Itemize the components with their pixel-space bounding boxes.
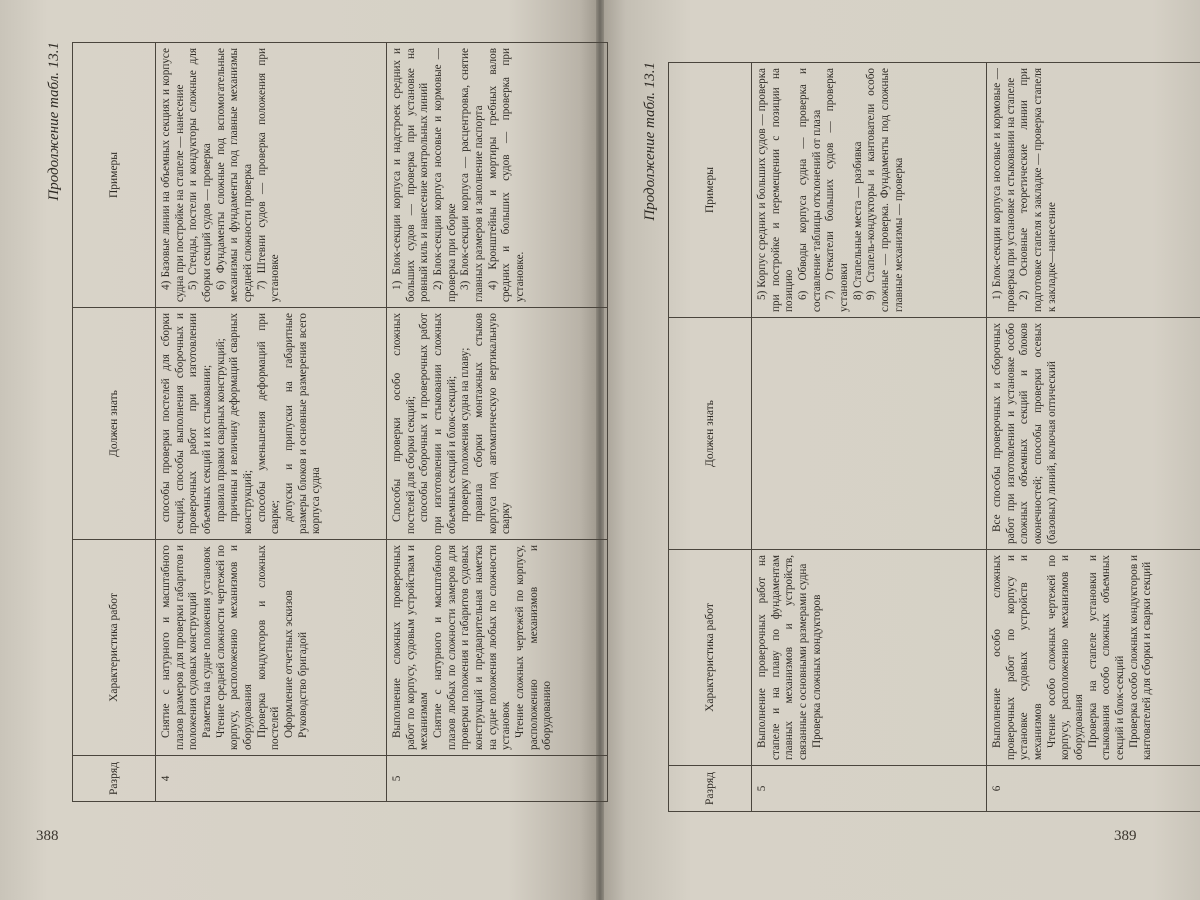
left-table-caption: Продолжение табл. 13.1 bbox=[46, 42, 62, 201]
cell-paragraph: Снятие с натурного и масштабного плазов размеров для проверки габаритов и положения судовых конструкций bbox=[160, 545, 200, 750]
cell-paragraph: 2) Основные теоретические линии при подготовке стапеля к закладке — проверка стапеля к закладке—нанесение bbox=[1018, 68, 1058, 312]
cell-paragraph: Чтение сложных чертежей по корпусу, расположению механизмов и оборудованию bbox=[513, 545, 554, 750]
table-header-row bbox=[73, 43, 156, 802]
left-page-content bbox=[42, 42, 608, 802]
left-page-number: 388 bbox=[36, 828, 59, 844]
grade-cell: 4 bbox=[156, 756, 387, 802]
cell-paragraph: Способы проверки особо сложных постелей для сборки секций; bbox=[391, 313, 417, 534]
cell-paragraph: Разметка на судне положения установок bbox=[200, 546, 213, 738]
cell-paragraph: Проверка сложных кондукторов bbox=[810, 594, 823, 748]
table-row bbox=[387, 43, 608, 802]
table-row bbox=[752, 63, 987, 812]
knowledge-cell bbox=[387, 308, 608, 540]
work-cell bbox=[752, 550, 987, 766]
cell-paragraph: правила правки сварных конструкций; bbox=[214, 338, 227, 522]
cell-paragraph: 8) Стапельные места — разбивка bbox=[851, 141, 864, 300]
cell-paragraph: Чтение особо сложных чертежей по корпусу, расположению механизмов и оборудования bbox=[1045, 555, 1085, 760]
cell-paragraph: 1) Блок-секции корпуса носовые и кормовые — проверка при установке и стыковании на стапеле bbox=[991, 68, 1017, 312]
work-cell bbox=[987, 550, 1200, 766]
knowledge-cell bbox=[156, 308, 387, 540]
cell-paragraph: 7) Штевни судов — проверка положения при установке bbox=[255, 48, 282, 302]
cell-paragraph: 1) Блок-секции корпуса и надстроек средних и больших судов — проверка при установке на ровный киль и нанесение контрольных линий bbox=[391, 48, 431, 302]
table-header-row bbox=[669, 63, 752, 812]
cell-paragraph: Проверка особо сложных кондукторов и кантователей для сборки и сварки секций bbox=[1127, 555, 1154, 760]
header-examples: Примеры bbox=[669, 63, 752, 318]
cell-paragraph: 3) Блок-секции корпуса — расцентровка, снятие главных размеров и заполнение паспорта bbox=[459, 48, 485, 302]
cell-paragraph: причины и величину деформаций сварных конструкций; bbox=[228, 313, 254, 534]
header-work: Характеристика работ bbox=[669, 550, 752, 766]
cell-paragraph: Оформление отчетных эскизов bbox=[282, 590, 295, 738]
cell-paragraph: 7) Отекатели больших судов — проверка установки bbox=[824, 68, 850, 312]
cell-paragraph: проверку положения судна на плаву; bbox=[459, 347, 472, 522]
work-cell bbox=[387, 540, 608, 756]
cell-paragraph: Проверка на стапеле установки и стыкования особо сложных объемных секций и блок-секций bbox=[1086, 555, 1126, 760]
cell-paragraph: 9) Стапель-кондукторы и кантователи особо сложные — проверка. Фундаменты под сложные главные механизмы — проверка bbox=[865, 68, 905, 312]
cell-paragraph: 2) Блок-секции корпуса носовые и кормовые — проверка при сборке bbox=[431, 48, 458, 302]
header-examples: Примеры bbox=[73, 43, 156, 308]
work-cell bbox=[156, 540, 387, 756]
cell-paragraph: 5) Стенды, постели и кондукторы сложные для сборки секций судов — проверка bbox=[187, 48, 213, 302]
knowledge-cell bbox=[987, 318, 1200, 550]
examples-cell bbox=[752, 63, 987, 318]
header-work: Характеристика работ bbox=[73, 540, 156, 756]
cell-paragraph: 5) Корпус средних и больших судов — проверка при постройке и перемещении с позиции на позицию bbox=[756, 68, 796, 312]
header-grade: Разряд bbox=[669, 766, 752, 812]
right-table bbox=[668, 62, 1200, 812]
cell-paragraph: Руководство бригадой bbox=[296, 632, 309, 738]
header-knowledge: Должен знать bbox=[669, 318, 752, 550]
cell-paragraph: Выполнение особо сложных проверочных работ по корпусу и установке судовых устройств и механизмов bbox=[991, 555, 1044, 760]
cell-paragraph: Чтение средней сложности чертежей по корпусу, расположению механизмов и оборудования bbox=[214, 545, 254, 750]
right-page-content bbox=[638, 62, 1200, 812]
grade-cell: 5 bbox=[752, 766, 987, 812]
right-table-caption: Продолжение табл. 13.1 bbox=[642, 62, 658, 221]
cell-paragraph: 4) Базовые линии на объемных секциях и корпусе судна при постройке на стапеле — нанесение bbox=[160, 48, 186, 302]
cell-paragraph: правила сборки монтажных стыков корпуса под автоматическую вертикальную сварку bbox=[472, 313, 513, 534]
cell-paragraph: способы уменьшения деформаций при сварке; bbox=[255, 313, 282, 534]
cell-paragraph: 6) Обводы корпуса судна — проверка и составление таблицы отклонений от плаза bbox=[796, 68, 823, 312]
cell-paragraph: способы сборочных и проверочных работ при изготовлении и стыковании сложных объемных секций и блок-секций; bbox=[418, 313, 458, 534]
cell-paragraph: Выполнение проверочных работ на стапеле и на плаву по фундаментам главных механизмов и устройств, связанные с основными размерами судна bbox=[756, 555, 809, 760]
left-table bbox=[72, 42, 608, 802]
examples-cell bbox=[156, 43, 387, 308]
header-knowledge: Должен знать bbox=[73, 308, 156, 540]
cell-paragraph: 4) Кронштейны и мортиры гребных валов средних и больших судов — проверка при установке. bbox=[486, 48, 526, 302]
grade-cell: 5 bbox=[387, 756, 608, 802]
cell-paragraph: Проверка кондукторов и сложных постелей bbox=[255, 545, 282, 750]
cell-paragraph: способы проверки постелей для сборки секций, способы выполнения сборочных и проверочных работ при изготовлении объемных секций и их стыковании; bbox=[160, 313, 213, 534]
right-page-number: 389 bbox=[1114, 828, 1137, 844]
cell-paragraph: Выполнение сложных проверочных работ по корпусу, судовым устройствам и механизмам bbox=[391, 545, 431, 750]
examples-cell bbox=[987, 63, 1200, 318]
cell-paragraph: 6) Фундаменты сложные под вспомогательные механизмы и фундаменты под главные механизмы средней сложности проверка bbox=[214, 48, 254, 302]
cell-paragraph: допуски и припуски на габаритные размеры блоков и основные размерения всего корпуса судна bbox=[282, 313, 323, 534]
table-row bbox=[987, 63, 1200, 812]
cell-paragraph: Снятие с натурного и масштабного плазов любых по сложности замеров для проверки положения и габаритов судовых конструкций и предварительная наметка на судне положения любых по сложности установок bbox=[431, 545, 513, 750]
cell-paragraph: Все способы проверочных и сборочных работ при изготовлении и установке особо сложных объемных секций и блоков оконечностей; способы проверки осевых (базовых) линий, включая оптический bbox=[991, 323, 1058, 544]
header-grade: Разряд bbox=[73, 756, 156, 802]
examples-cell bbox=[387, 43, 608, 308]
knowledge-cell bbox=[752, 318, 987, 550]
grade-cell: 6 bbox=[987, 766, 1200, 812]
table-row bbox=[156, 43, 387, 802]
